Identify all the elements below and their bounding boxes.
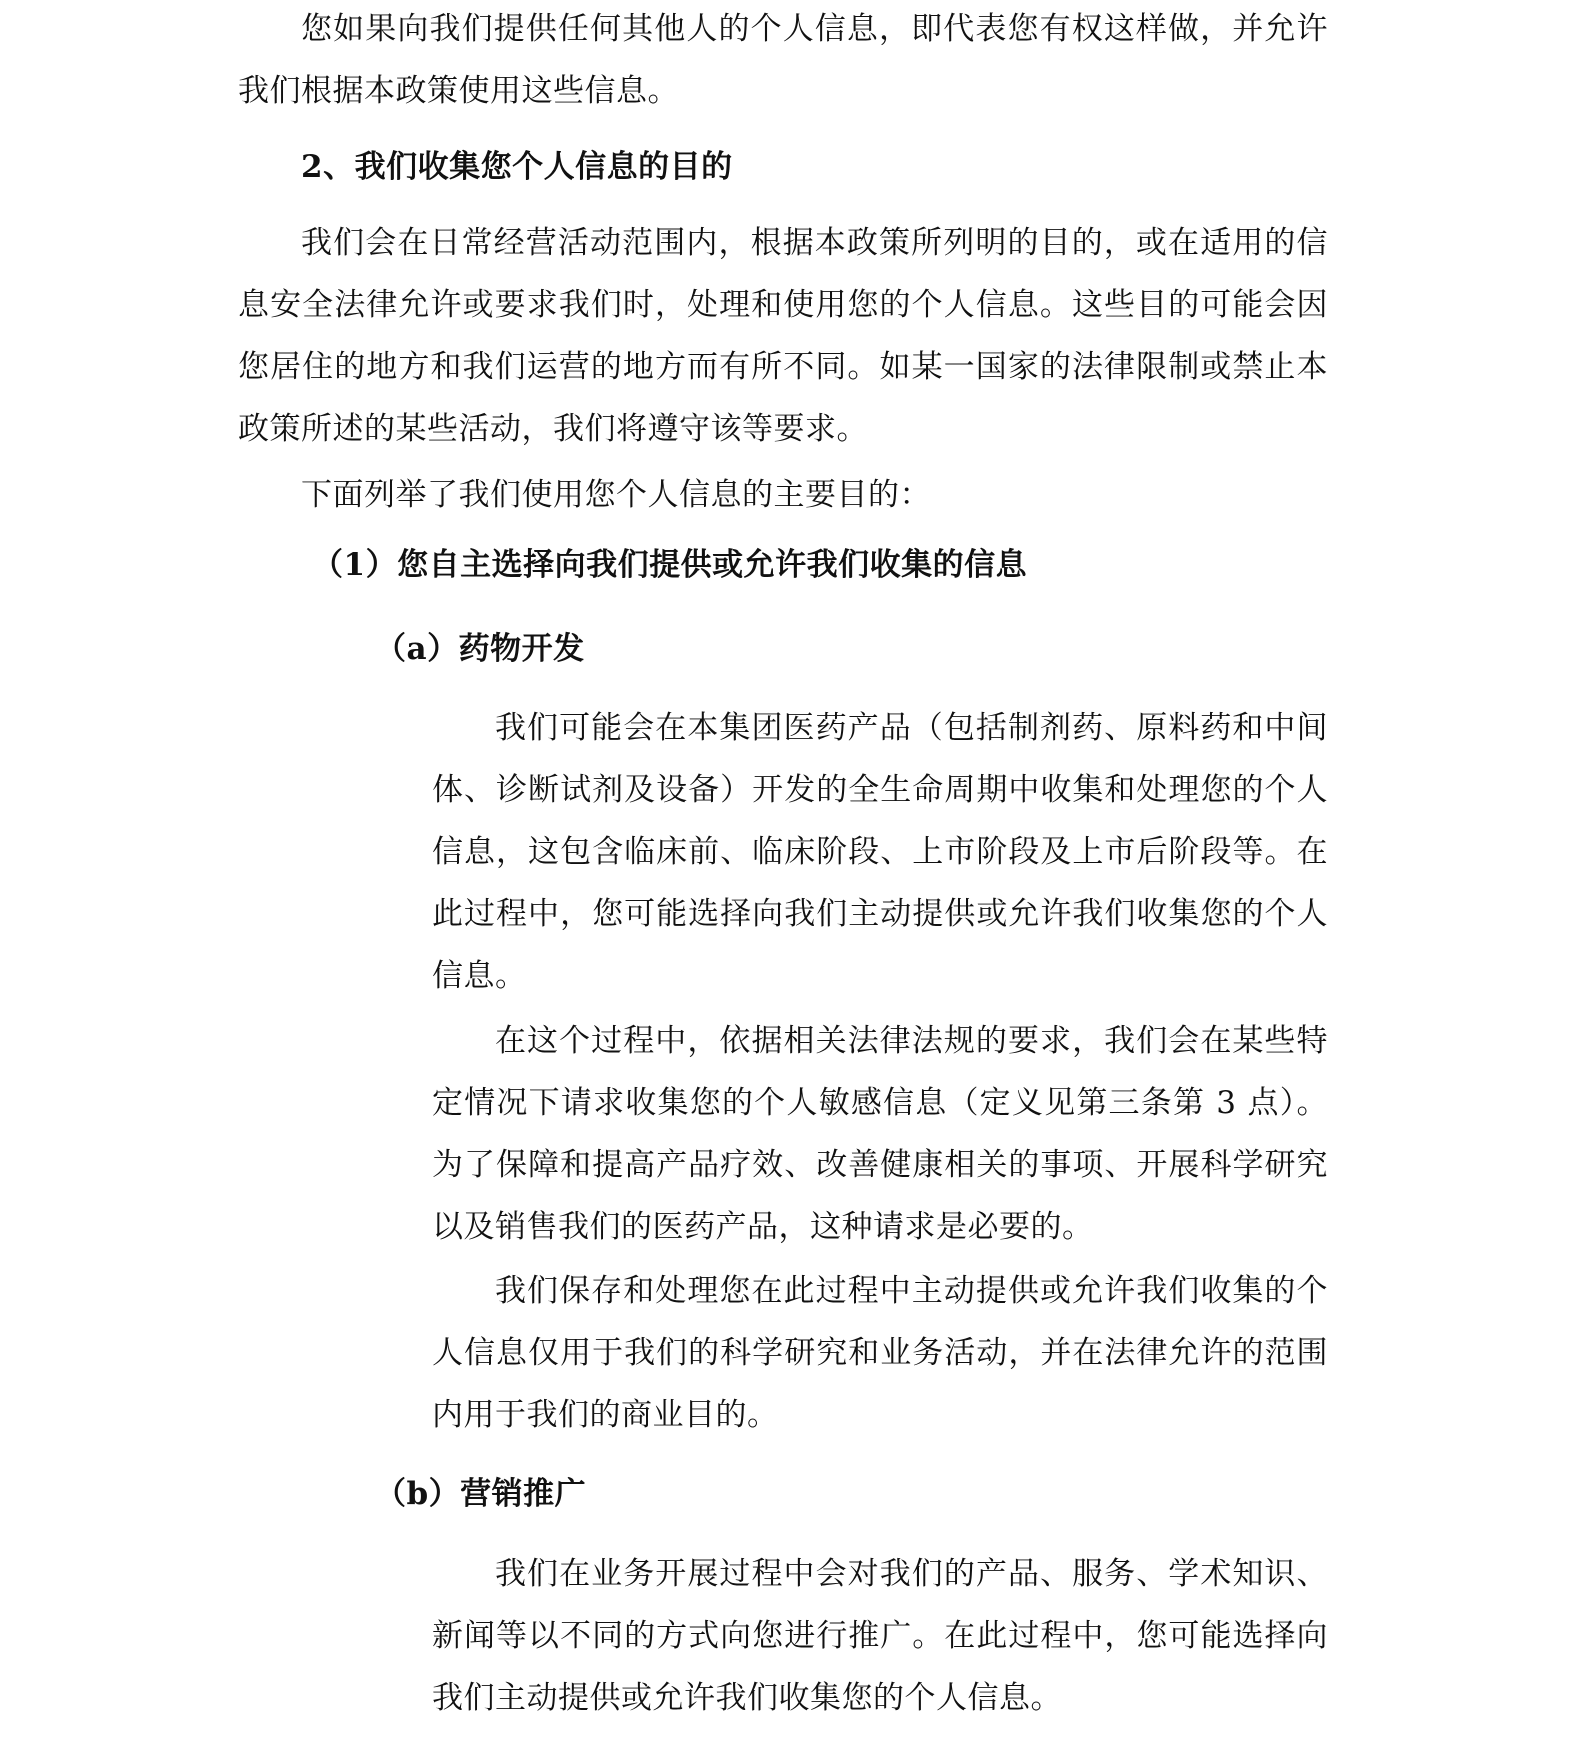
paragraph-processing-scope: 我们会在日常经营活动范围内，根据本政策所列明的目的，或在适用的信息安全法律允许或要求我们时，处理和使用您的个人信息。这些目的可能会因您居住的地方和我们运营的地方而有所不同。如某一国家的法律限制或禁止本政策所述的某些活动，我们将遵守该等要求。 [238, 225, 1328, 447]
paragraph-main-purposes-intro: 下面列举了我们使用您个人信息的主要目的： [301, 477, 931, 513]
paragraph-consent-others-info: 您如果向我们提供任何其他人的个人信息，即代表您有权这样做，并允许我们根据本政策使用这些信息。 [238, 11, 1328, 109]
paragraph-marketing-promotion: 我们在业务开展过程中会对我们的产品、服务、学术知识、新闻等以不同的方式向您进行推广。在此过程中，您可能选择向我们主动提供或允许我们收集您的个人信息。 [432, 1556, 1328, 1716]
section-heading-purpose: 2、我们收集您个人信息的目的 [301, 149, 733, 185]
subsection-heading-voluntary-info: （1）您自主选择向我们提供或允许我们收集的信息 [312, 547, 1028, 583]
item-heading-drug-development: （a）药物开发 [375, 631, 585, 667]
paragraph-drug-development-lifecycle: 我们可能会在本集团医药产品（包括制剂药、原料药和中间体、诊断试剂及设备）开发的全生命周期中收集和处理您的个人信息，这包含临床前、临床阶段、上市阶段及上市后阶段等。在此过程中，您可能选择向我们主动提供或允许我们收集您的个人信息。 [432, 710, 1328, 994]
item-heading-marketing: （b）营销推广 [375, 1476, 587, 1512]
paragraph-sensitive-info-request: 在这个过程中，依据相关法律法规的要求，我们会在某些特定情况下请求收集您的个人敏感信息（定义见第三条第 3 点）。为了保障和提高产品疗效、改善健康相关的事项、开展科学研究以及销售我们的医药产品，这种请求是必要的。 [432, 1023, 1328, 1245]
paragraph-info-retention-use: 我们保存和处理您在此过程中主动提供或允许我们收集的个人信息仅用于我们的科学研究和业务活动，并在法律允许的范围内用于我们的商业目的。 [432, 1273, 1328, 1433]
